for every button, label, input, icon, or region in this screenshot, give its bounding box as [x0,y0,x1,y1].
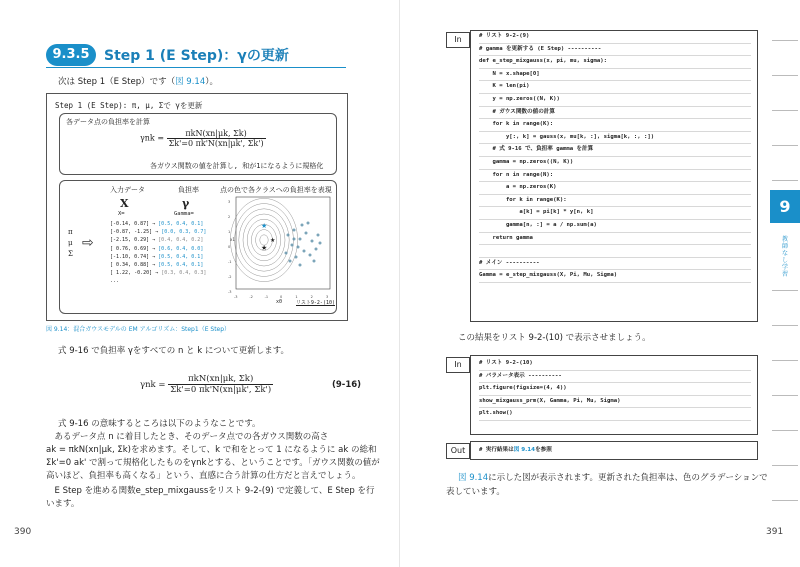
code-text-2 [479,358,751,421]
result-intro: この結果をリスト 9-2-(10) で表示させましょう。 [458,333,651,343]
data-point [295,256,298,259]
chapter-tabs [770,0,800,567]
data-and-plot-box [59,180,337,314]
tab-divider [772,465,798,466]
section-underline [46,67,346,68]
code-line: # メイン ---------- [479,258,751,271]
data-row: [ 1.22, -0.20] → [0.3, 0.4, 0.3] [110,270,207,277]
box1-formula: γnk = $\frac{\text{πkN(xn|μk, Σk)}}{\Sigma k'=0 \pi k'N(xn|\mu k', \Sigma k')}$ [140,129,264,148]
x-tick-label: -1 [264,295,269,299]
code-line: return gamma [479,233,751,246]
box1-title: 各データ点の負担率を計算 [66,118,150,126]
data-point [299,264,302,267]
data-point [287,234,290,237]
data-row: [-2.15, 0.29] → [0.4, 0.4, 0.2] [110,237,204,244]
gamma-var-label: Gamma= [174,211,194,217]
rows-ellipsis: ... [110,278,120,285]
result-figure-link[interactable]: 図 9.14 [458,473,489,483]
cluster-center-star: ★ [261,244,268,252]
tab-divider [772,430,798,431]
responsibility-contour-plot [228,195,332,299]
code-line: a = np.zeros(K) [479,182,751,195]
tab-divider [772,110,798,111]
code-line: plt.show() [479,408,751,421]
data-point [297,246,300,249]
output-figure-link[interactable]: 図 9.14 [513,447,536,453]
x-tick-label: 1 [295,295,298,299]
data-point [289,260,292,263]
in-label-2: In [446,357,470,373]
param-list: π μ Σ [68,228,73,258]
code-line: K = len(pi) [479,81,751,94]
code-line: # ガウス関数の値の計算 [479,107,751,120]
box1-note: 各ガウス関数の値を計算し, 和が1になるように規格化 [150,162,324,170]
code-block-9-2-9 [470,30,758,322]
data-point [313,260,316,263]
y-tick-label: -3 [228,290,232,294]
code-line: gamma[n, :] = a / np.sum(a) [479,220,751,233]
output-text: # 実行結果は図 9.14を参照 [479,447,552,453]
code-line: # パラメータ表示 ---------- [479,371,751,384]
x-tick-label: 0 [280,295,283,299]
plot-y-label: x1 [230,237,235,242]
code-text-1 [479,31,751,283]
out-label: Out [446,443,470,459]
code-line: gamma = np.zeros((N, K)) [479,157,751,170]
plot-x-label: x0 [276,299,283,305]
code-line: # リスト 9-2-(9) [479,31,751,44]
data-point [303,250,306,253]
tab-divider [772,145,798,146]
equation-9-16: γnk = $\frac{\text{πkN(xn|μk, Σk)}}{\Sigma k'=0 \pi k'N(xn|\mu k', \Sigma k')}$ [140,374,272,395]
figure-link[interactable]: 図 9.14 [175,77,206,87]
data-point [293,229,296,232]
result-paragraph: 図 9.14に示した図が表示されます。更新された負担率は、色のグラデーションで [458,473,768,483]
figure-9-14 [46,93,348,321]
tab-divider [772,360,798,361]
list-reference-note: リスト9-2-(10) [296,300,335,306]
plot-frame [236,197,330,289]
tab-divider [772,40,798,41]
code-line: show_mixgauss_prm(X, Gamma, Pi, Mu, Sigma) [479,396,751,409]
code-line: y = np.zeros((N, K)) [479,94,751,107]
plot-description-label: 点の色で各クラスへの負担率を表現 [220,186,332,194]
code-line: # リスト 9-2-(10) [479,358,751,371]
x-tick-label: 2 [310,295,313,299]
x-tick-label: -2 [249,295,253,299]
code-line: Gamma = e_step_mixgauss(X, Pi, Mu, Sigma) [479,270,751,283]
y-tick-label: 2 [228,215,231,219]
y-tick-label: 0 [228,245,231,249]
y-tick-label: 1 [228,230,231,234]
x-tick-label: 3 [326,295,329,299]
tab-divider [772,75,798,76]
data-point [285,252,288,255]
left-page: 9.3.5 Step 1 (E Step)：γの更新 次は Step 1（E Step）です（図 9.14）。 Step 1 (E Step): π, μ, Σで γを更新 各データ点の負担率を計算 γnk = $\frac{\text{πkN(xn|μk, Σk)}}{\Sigma k'=0 \pi k'N(xn|\mu k', \Sigma k')}$ 各ガウス関数の値を計算し, 和が1になるように規格化 入力データ 負担率 点の色で各クラスへの負担率を表現 X γ X= Gamma= π μ Σ ⇨ [-0.14, 0.87] → [0.5, 0.4, 0.1] [-0.87, -1.25] → [0.0, 0.3, 0.7] [-2.15, 0.29] → [0.4, 0.4, 0.2] [ 0.76, 0.69] → [0.6, 0.4, 0.0] [-1.10, 0.74] → [0.5, 0.4, 0.1] [ 0.34, 0.88] → [0.5, 0.4, 0.1] [ 1.22, -0.20] → [0.3, 0.4, 0.3] ... ★ ★ ★ 3 2 1 0 -1 -2 -3 -3 -2 -1 0 1 2 3 x1 x0 リスト9-2-(10) 図 9.14：混合ガウスモデルの EM アルゴリズム：Step1（E Step） 式 9-16 で負担率 γをすべての n と k について更新します。 γnk = $\frac{\text{πkN(xn|μk, Σk)}}{\Sigma k'=0 \pi k'N(xn|\mu k', \Sigma k')}$ (9-16) 式 9-16 の意味するところは以下のようなことです。 あるデータ点 n に着目したとき、そのデータ点での各ガウス関数の高さ ak = πkN(xn|μk, Σk)を求めます。そして、k で和をとって 1 になるように ak の総和 Σk'=0 ak' で割って規格化したものをγnkとする、ということです。「ガウス関数の値が 高いほど、負担率も高くなる」という、直感に合う計算の仕方だと言えでしょう。 E Step を進める関数e_step_mixgaussをリスト 9-2-(9) で定義して、E Step を行 います。 390 [0,0,400,567]
y-tick-label: -1 [228,260,232,264]
data-point [319,242,322,245]
data-point [315,248,318,251]
data-point [301,224,304,227]
code-line: def e_step_mixgauss(x, pi, mu, sigma): [479,56,751,69]
code-block-9-2-10 [470,355,758,435]
data-point [307,222,310,225]
chapter-tab-9[interactable]: 9 [770,190,800,223]
tab-divider [772,325,798,326]
tab-divider [772,180,798,181]
data-row: [-1.10, 0.74] → [0.5, 0.4, 0.1] [110,253,204,260]
in-label-1: In [446,32,470,48]
data-point [317,234,320,237]
equation-intro: 式 9-16 で負担率 γをすべての n と k について更新します。 [58,346,290,356]
tab-divider [772,290,798,291]
responsibility-label: 負担率 [178,186,199,194]
data-point [293,238,296,241]
code-line: # 式 9-16 で、負担率 gamma を計算 [479,144,751,157]
data-point [309,254,312,257]
chapter-title-vertical: 教 師 な し 学 習 [781,236,788,278]
code-line: for k in range(K): [479,195,751,208]
intro-paragraph: 次は Step 1（E Step）です（図 9.14）。 [58,77,218,87]
y-tick-label: 3 [228,200,231,204]
symbol-gamma: γ [182,197,190,210]
x-var-label: X= [118,211,125,217]
cluster-center-star: ★ [261,222,268,230]
data-row: [-0.87, -1.25] → [0.0, 0.3, 0.7] [110,229,207,236]
output-block [470,441,758,460]
code-line: N = x.shape[0] [479,69,751,82]
page-number-left: 390 [14,527,32,537]
data-point [299,238,302,241]
code-line [479,245,751,258]
right-page [400,0,800,567]
responsibility-formula-box [59,113,337,175]
data-row: [ 0.76, 0.69] → [0.6, 0.4, 0.0] [110,245,204,252]
section-number-badge: 9.3.5 [46,44,96,66]
input-data-label: 入力データ [110,186,145,194]
arrow-icon: ⇨ [82,235,94,251]
symbol-x: X [120,197,129,210]
tab-divider [772,395,798,396]
code-line: for n in range(N): [479,170,751,183]
data-row: [ 0.34, 0.88] → [0.5, 0.4, 0.1] [110,262,204,268]
x-tick-label: -3 [234,295,238,299]
code-line: for k in range(K): [479,119,751,132]
data-point [311,240,314,243]
code-line: # gamma を更新する (E Step) ---------- [479,44,751,57]
result-paragraph-line2: 表しています。 [446,487,505,497]
y-tick-label: -2 [228,275,232,279]
cluster-center-star: ★ [270,237,276,244]
tab-divider [772,500,798,501]
code-line: plt.figure(figsize=(4, 4)) [479,383,751,396]
data-point [291,244,294,247]
data-row: [-0.14, 0.87] → [0.5, 0.4, 0.1] [110,221,204,227]
page-number-right: 391 [766,527,784,537]
section-header [46,44,346,66]
equation-number: (9-16) [332,380,362,390]
section-title: Step 1 (E Step)：γの更新 [104,48,289,64]
code-line: a[k] = pi[k] * y[n, k] [479,207,751,220]
data-point [305,232,308,235]
figure-heading: Step 1 (E Step): π, μ, Σで γを更新 [55,101,203,110]
figure-caption: 図 9.14：混合ガウスモデルの EM アルゴリズム：Step1（E Step） [46,326,231,333]
code-line: y[:, k] = gauss(x, mu[k, :], sigma[k, :, :]) [479,132,751,145]
